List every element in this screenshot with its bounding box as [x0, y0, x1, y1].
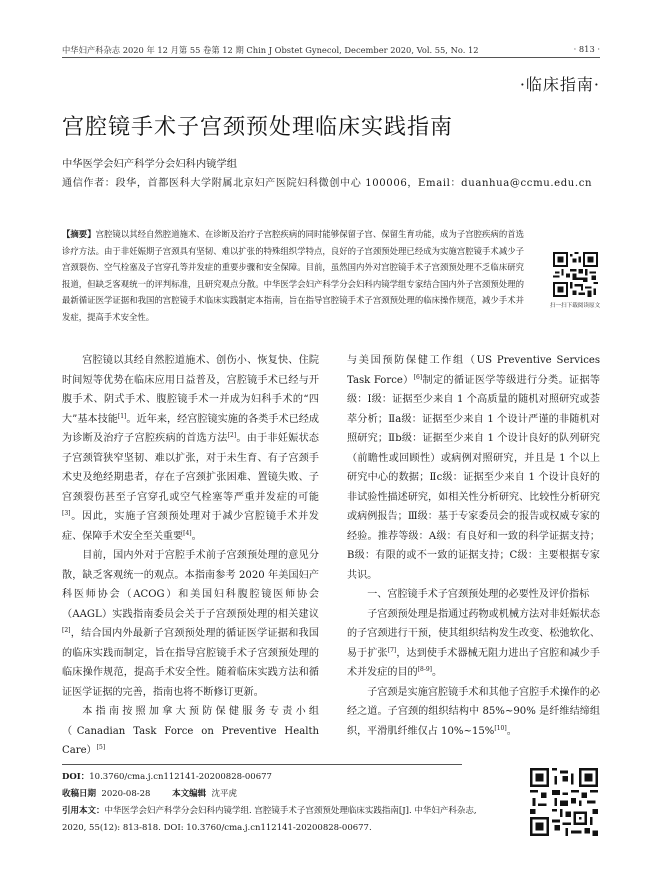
qr-code-icon[interactable]	[530, 768, 598, 836]
paragraph: 宫腔镜以其经自然腔道施术、创伤小、恢复快、住院时间短等优势在临床应用日益普及，宫腔镜手术已经与开腹手术、阴式手术、腹腔镜手术一并成为妇科手术的“四大”基本技能[1]。近年来，经宫腔镜实施的各类手术已经成为诊断及治疗子宫腔疾病的首选方法[2]。由于非妊娠状态子宫颈管狭窄坚韧、难以扩张，对于未生育、有子宫颈手术史及绝经期患者，存在子宫颈扩张困难、置镜失败、子宫颈裂伤甚至子宫穿孔或空气栓塞等严重并发症的可能[3]。因此，实施子宫颈预处理对于减少宫腔镜手术并发症、保障手术安全至关重要[4]。	[62, 355, 320, 542]
citation-line	[62, 803, 502, 837]
body-left-column	[62, 351, 319, 761]
footer-rule	[62, 764, 462, 765]
journal-info: 中华妇产科杂志 2020 年 12 月第 55 卷第 12 期 Chin J Obstet Gynecol, December 2020, Vol. 55, No. 12	[62, 45, 479, 55]
doi-link[interactable]: 10.3760/cma.j.cn112141-20200828-00677	[89, 772, 272, 782]
section-heading: 一、宫腔镜手术子宫颈预处理的必要性及评价指标	[367, 589, 590, 600]
reference-marker[interactable]: [1]	[117, 412, 127, 420]
reference-marker[interactable]: [2]	[62, 627, 71, 634]
citation-text: 中华医学会妇产科学分会妇科内镜学组. 宫腔镜手术子宫颈预处理临床实践指南[J]. 中华妇产科杂志, 2020, 55(12): 813-818. DOI: 10.3760/cma.j.cn112141-20200828-00677.	[62, 806, 477, 833]
qr-code-icon[interactable]	[553, 252, 598, 297]
reference-marker[interactable]: [3]	[62, 510, 71, 517]
dates-line	[62, 786, 502, 803]
paragraph: 目前，国内外对于宫腔手术前子宫颈预处理的意见分散，缺乏客观统一的观点。本指南参考 2020 年美国妇产科医师协会（ACOG）和美国妇科腹腔镜医师协会（AAGL）实践指南委员会关于子宫颈预处理的相关建议[2]，结合国内外最新子宫颈预处理的循证医学证据和我国的临床实践而制定，旨在指导宫腔镜手术子宫颈预处理的临床操作规范，提高手术安全性。随着临床实践方法和循证医学证据的完善，指南也将不断修订更新。	[62, 550, 319, 698]
article-title: 宫腔镜手术子宫颈预处理临床实践指南	[62, 115, 454, 140]
reference-marker[interactable]: [8-9]	[417, 666, 432, 673]
qr-caption: 扫一扫下载阅读原文	[549, 303, 601, 309]
reference-marker[interactable]: [10]	[494, 724, 507, 732]
reference-marker[interactable]: [6]	[413, 373, 423, 381]
abstract	[62, 226, 524, 326]
received-label: 收稿日期	[62, 789, 97, 799]
reference-marker[interactable]: [7]	[387, 646, 397, 654]
editor-label: 本文编辑	[172, 789, 207, 799]
reference-marker[interactable]: [4]	[183, 529, 192, 537]
abstract-label: 【摘要】	[62, 229, 96, 239]
reference-marker[interactable]: [5]	[96, 744, 106, 751]
doi-label: DOI：	[62, 772, 90, 782]
running-header	[62, 44, 600, 56]
page-number: · 813 ·	[573, 44, 600, 54]
header-rule	[62, 57, 600, 58]
abstract-text: 宫腔镜以其经自然腔道施术、在诊断及治疗子宫腔疾病的同时能够保留子宫、保留生育功能，成为子宫腔疾病的首选诊疗方法。由于非妊娠期子宫颈具有坚韧、难以扩张的特殊组织学特点，良好的子宫颈预处理已经成为实施宫腔镜手术减少子宫颈裂伤、空气栓塞及子宫穿孔等并发症的重要步骤和安全保障。目前，虽然国内外对宫腔镜手术子宫颈预处理不乏临床研究报道，但缺乏客观统一的评判标准，且研究观点分散。中华医学会妇产科学分会妇科内镜学组专家结合国内外子宫颈预处理的最新循证医学证据和我国的宫腔镜手术临床实践制定本指南，旨在指导宫腔镜手术子宫颈预处理的临床操作规范，减少手术并发症，提高手术安全性。	[62, 229, 525, 322]
article-footer	[62, 769, 502, 837]
author-group: 中华医学会妇产科学分会妇科内镜学组	[62, 158, 238, 170]
reference-marker[interactable]: [2]	[227, 432, 237, 439]
column-name: ·临床指南·	[519, 75, 600, 94]
paragraph: 本指南按照加拿大预防保健服务专责小组（Canadian Task Force on Preventive Health Care）[5]	[62, 706, 319, 756]
paragraph: 子宫颈是实施宫腔镜手术和其他子宫腔手术操作的必经之道。子宫颈的组织结构中 85%~90% 是纤维结缔组织，平滑肌纤维仅占 10%~15%[10]。	[347, 686, 600, 737]
citation-label: 引用本文：	[62, 806, 105, 816]
received-date: 2020-08-28	[101, 789, 151, 799]
body-right-column	[347, 351, 600, 741]
paragraph: 子宫颈预处理是指通过药物或机械方法对非妊娠状态的子宫颈进行干预，使其组织结构发生改变、松弛软化、易于扩张[7]，达到使手术器械无阻力进出子宫腔和减少手术并发症的目的[8-9]。	[347, 608, 600, 678]
paragraph: 与美国预防保健工作组（US Preventive Services Task Force）[6]制定的循证医学等级进行分类。证据等级：Ⅰ级：证据至少来自 1 个高质量的随机对照研究或荟萃分析；Ⅱa级：证据至少来自 1 个设计严谨的非随机对照研究；Ⅱb级：证据至少来自 1 个设计良好的队列研究（前瞻性或回顾性）或病例对照研究，并且是 1 个以上研究中心的数据；Ⅱc级：证据至少来自 1 个设计良好的非试验性描述研究，如相关性分析研究、比较性分析研究或病例报告；Ⅲ级：基于专家委员会的报告或权威专家的经验。推荐等级：A级：有良好和一致的科学证据支持；B级：有限的或不一致的证据支持；C级：主要根据专家共识。	[347, 355, 601, 581]
editor-name: 沈平虎	[211, 789, 237, 799]
doi-line	[62, 769, 502, 786]
correspondence: 通信作者：段华，首都医科大学附属北京妇产医院妇科微创中心 100006，Email：duanhua@ccmu.edu.cn	[62, 178, 593, 189]
